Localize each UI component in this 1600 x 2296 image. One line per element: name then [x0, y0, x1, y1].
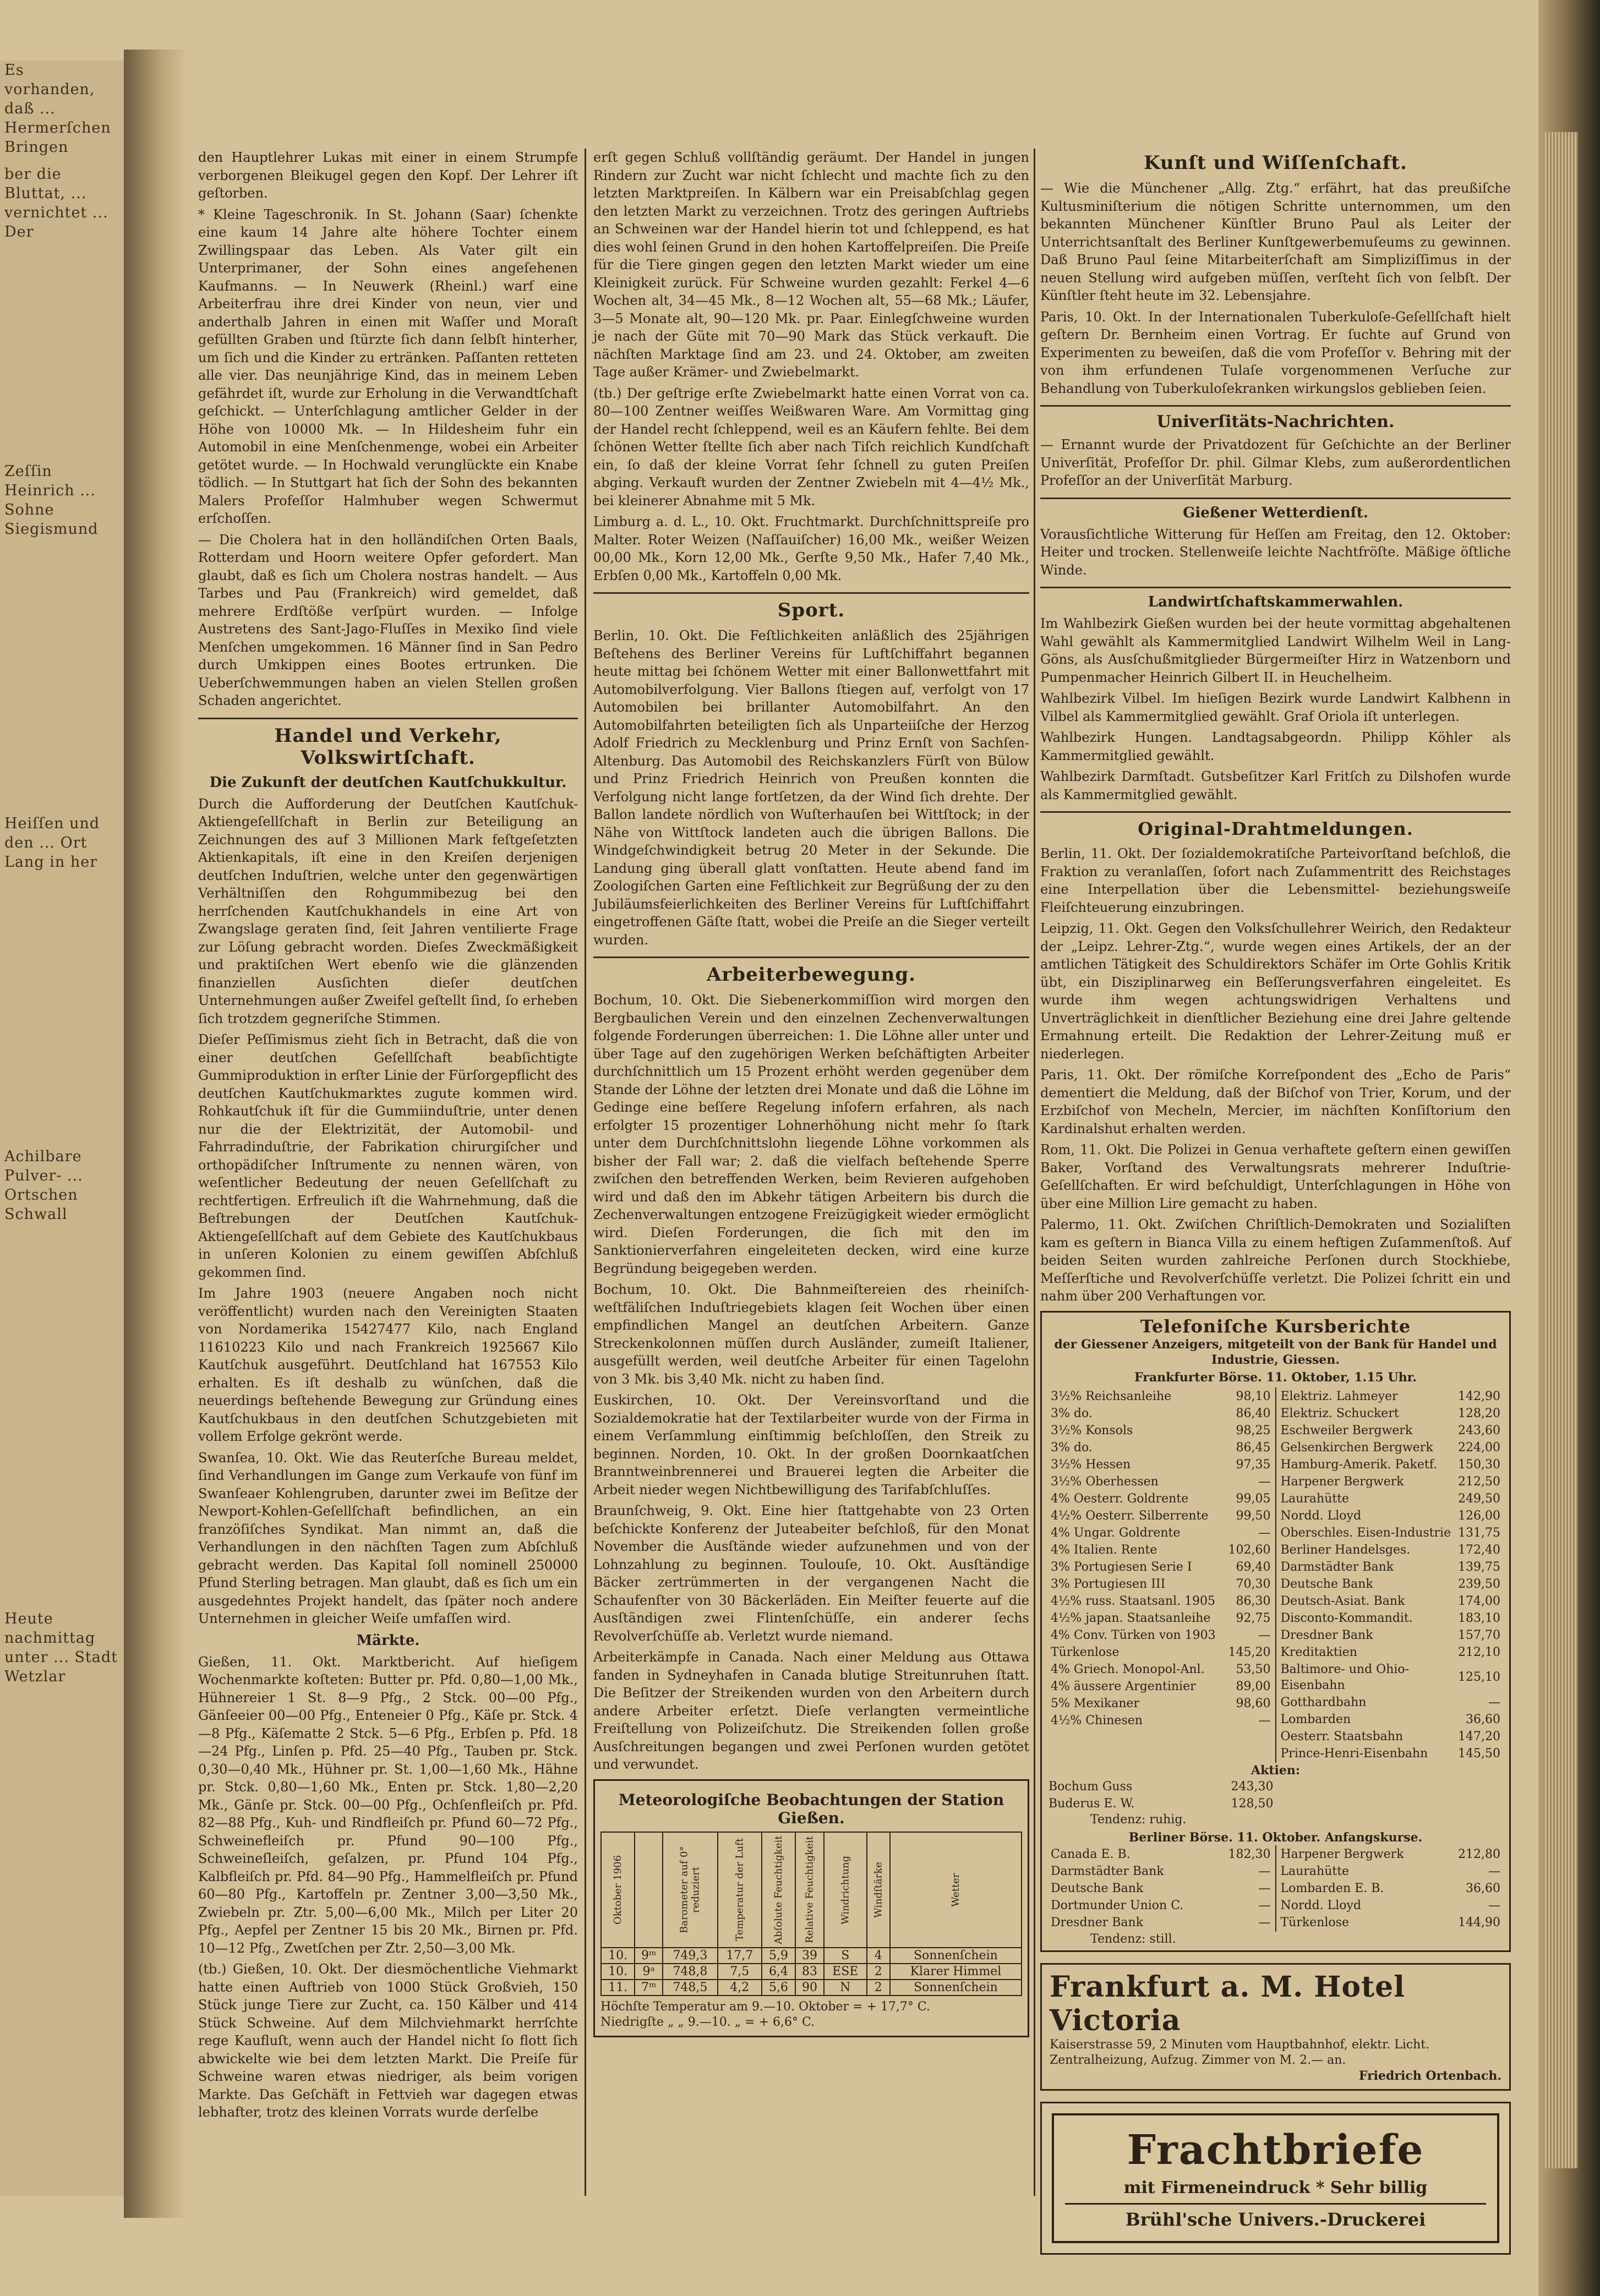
hotel-advertisement — [1040, 1963, 1511, 2091]
article-text: * Kleine Tageschronik. In St. Johann (Saar) ſchenkte eine kaum 14 Jahre alte höhere Tochter einem Zwillingspaar das Leben. Als Vater gilt ein Unterprimaner, der Sohn eines angeſehenen Kaufmanns. — In Neuwerk (Rheinl.) warf eine Arbeiterfrau ihre drei Kinder von neun, vier und anderthalb Jahren in einen mit Waſſer und Moraſt gefüllten Graben und ſtürzte ſich dann ſelbſt hinterher, um ſich und die Kinder zu ertränken. Paſſanten retteten alle vier. Das neunjährige Kind, das in meinem Leben gefährdet iſt, wurde zur Erholung in die Verwandtſchaft geſchickt. — Unterſchlagung amtlicher Gelder in der Höhe von 10000 Mk. — In Hildesheim fuhr ein Automobil in eine Menſchenmenge, wobei ein Arbeiter getötet wurde. — In Hochwald verunglückte ein Knabe tödlich. — In Stuttgart hat ſich der Sohn des bekannten Malers Profeſſor Halmhuber wegen Schwermut erſchoſſen. — [198, 206, 578, 526]
article-text: Wahlbezirk Darmſtadt. Gutsbeſitzer Karl Fritſch zu Dilshofen wurde als Kammermitglied gewählt. — [1040, 769, 1511, 802]
article-text: — Wie die Münchener „Allg. Ztg.“ erfährt, hat das preußiſche Kultusminiſterium die nötigen Schritte unternommen, um den bekannten Münchener Künſtler Bruno Paul als Leiter der Unterrichtsanſtalt des Berliner Kunſtgewerbemuſeums zu gewinnen. Daß Bruno Paul ſeine Mitarbeiterſchaft am Simpliziſſimus in der neuen Stellung wird aufgeben müſſen, verſteht ſich von ſelbſt. Der Künſtler ſteht heute im 32. Lebensjahre. — [1040, 181, 1511, 303]
security-name: Lombarden E. B. — [1280, 1881, 1384, 1895]
weather-observations — [593, 1779, 1029, 2037]
article-text: Braunſchweig, 9. Okt. Eine hier ſtattgehabte von 23 Orten beſchickte Konferenz der Juteabeiter beſchloß, für den Monat November die Ausſtände wieder aufzunehmen und von der Lohnzahlung zu beginnen. Toulouſe, 10. Okt. Ausſtändige Bäcker zertrümmerten in der vergangenen Nacht die Schaufenſter von 30 Bäckerläden. Ein Meiſter feuerte auf die Ausſtändigen zwei Flintenſchüſſe, ein anderer ſechs Revolverſchüſſe ab. Verletzt wurde niemand. — [593, 1503, 1029, 1644]
table-header: Wetter — [890, 1832, 1022, 1948]
table-row — [1049, 1897, 1273, 1914]
frankfurt-table — [1046, 1387, 1505, 1763]
security-price: 86,30 — [1236, 1594, 1271, 1608]
article-text: Gießen, 11. Okt. Marktbericht. Auf hieſigem Wochenmarkte koſteten: Butter pr. Pfd. 0,80—1,00 Mk., Hühnereier 1 St. 8—9 Pfg., 2 Stck. 00—00 Pfg., Gänſeeier 00—00 Pfg., Enteneier 0 Pfg., Käſe pr. Stck. 4—8 Pfg., Käſematte 2 Stck. 5—6 Pfg., Erbſen p. Pfd. 18—24 Pfg., Linſen p. Pfd. 25—40 Pfg., Tauben pr. Stck. 0,30—0,40 Mk., Hühner pr. St. 1,00—1,60 Mk., Hähne pr. Stck. 0,80—1,60 Mk., Enten pr. Stck. 1,80—2,20 Mk., Gänſe pr. Stck. 00—00 Pfg., Ochſenfleiſch pr. Pfd. 82—88 Pfg., Kuh- und Rindfleiſch pr. Pfund 60—72 Pfg., Schweinefleiſch pr. Pfund 90—100 Pfg., Schweineſleiſch, geſalzen, pr. Pfund 104 Pfg., Kalbfleiſch pr. Pfd. 84—90 Pfg., Hammelfleiſch pr. Pfund 60—80 Pfg., Kartoffeln pr. Zentner 3,00—3,50 Mk., Zwiebeln pr. Ztr. 5,00—6,00 Mk., Milch per Liter 20 Pfg., Aepfel per Zentner 15 bis 20 Mk., Birnen pr. Pfd. 10—12 Pfg., Zwetſchen per Ztr. 2,50—3,00 Mk. — [198, 1654, 578, 1956]
table-row — [1049, 1507, 1273, 1524]
security-price: 92,75 — [1236, 1611, 1271, 1625]
article-text: — Ernannt wurde der Privatdozent für Geſchichte an der Berliner Univerſität, Profeſſor Dr. phil. Gilmar Klebs, zum außerordentlichen Profeſſor an der Univerſität Marburg. — [1040, 437, 1511, 488]
table-row: Bochum Guss 243,30 — [1049, 1779, 1274, 1794]
table-row — [1049, 1559, 1273, 1576]
security-name: Hamburg-Amerik. Paketf. — [1280, 1457, 1438, 1472]
printing-advertisement — [1040, 2102, 1511, 2255]
table-row — [1279, 1711, 1503, 1728]
security-name: 5% Mexikaner — [1051, 1696, 1140, 1710]
security-price: 212,80 — [1458, 1847, 1500, 1861]
article-text: (tb.) Der geſtrige erſte Zwiebelmarkt hatte einen Vorrat von ca. 80—100 Zentner weiſſes Weißwaren Ware. Am Vormittag ging der Handel recht ſchleppend, weil es an Käufern fehlte. Bei dem ſchönen Wetter ſtellte ſich aber nach Tiſch reichlich Kundſchaft ein, ſo daß der kleine Vorrat ſehr ſchnell zu guten Preiſen abging. Verkauft wurden der Zentner Zwiebeln mit 4—4½ Mk., bei kleinerer Abnahme mit 5 Mk. — [593, 385, 1029, 509]
security-price: 69,40 — [1236, 1560, 1271, 1574]
article-text: Berlin, 11. Okt. Der ſozialdemokratiſche Parteivorſtand beſchloß, die Fraktion zu veranlaſſen, ſofort nach Zuſammentritt des Reichstages eine Interpellation über die Lebensmittel- beziehungsweiſe Fleiſchteuerung einzubringen. — [1040, 846, 1511, 915]
article-text: Limburg a. d. L., 10. Okt. Fruchtmarkt. Durchſchnittspreiſe pro Malter. Roter Weizen (Naſſauiſcher) 16,00 Mk., weißer Weizen 00,00 Mk., Korn 12,00 Mk., Gerſte 9,50 Mk., Hafer 7,40 Mk., Erbſen 0,00 Mk., Kartoffeln 0,00 Mk. — [593, 514, 1029, 583]
table-row — [1279, 1745, 1503, 1762]
security-name: 3½% Reichsanleihe — [1051, 1389, 1172, 1403]
security-name: 4% Ungar. Goldrente — [1051, 1526, 1181, 1540]
security-price: — — [1258, 1898, 1271, 1912]
security-name: 4% Griech. Monopol-Anl. — [1051, 1662, 1205, 1676]
table-row — [1049, 1490, 1273, 1507]
table-row — [1279, 1405, 1503, 1422]
security-price: — — [1258, 1881, 1271, 1895]
table-row — [1279, 1422, 1503, 1439]
article-title: Die Zukunft der deutſchen Kautſchukkultur. — [209, 774, 567, 791]
security-price: 98,60 — [1236, 1696, 1271, 1710]
fragment: Heute nachmittag unter ... Stadt Wetzlar — [4, 1610, 118, 1685]
column-1 — [198, 149, 578, 2196]
security-name: 4% Conv. Türken von 1903 — [1051, 1628, 1216, 1642]
security-name: Kreditaktien — [1280, 1645, 1357, 1659]
security-name: Elektriz. Schuckert — [1280, 1406, 1399, 1420]
section-heading: Sport. — [777, 599, 845, 621]
table-row — [1049, 1610, 1273, 1627]
security-price: 144,90 — [1458, 1915, 1500, 1929]
security-name: Eschweiler Bergwerk — [1280, 1423, 1413, 1437]
fragment: Heiſſen und den ... Ort Lang in her — [4, 815, 100, 871]
table-row — [1049, 1524, 1273, 1541]
section-heading: Arbeiterbewegung. — [707, 964, 916, 986]
security-name: Deutsche Bank — [1051, 1881, 1144, 1895]
security-price: 157,70 — [1458, 1628, 1500, 1642]
max-temperature: Höchſte Temperatur am 9.—10. Oktober = + 17,7° C. — [600, 1999, 930, 2014]
security-price: 224,00 — [1458, 1440, 1500, 1455]
security-name: Deutsch-Asiat. Bank — [1280, 1594, 1405, 1608]
security-name: Oberschles. Eisen-Industrie — [1280, 1526, 1451, 1540]
tendenz: Tendenz: still. — [1090, 1932, 1176, 1946]
security-price: 36,60 — [1466, 1881, 1500, 1895]
security-name: 3% Portugiesen Serie I — [1051, 1560, 1192, 1574]
security-price: 36,60 — [1466, 1712, 1500, 1726]
table-row — [1279, 1846, 1503, 1863]
table-row — [1049, 1439, 1273, 1456]
security-name: Nordd. Lloyd — [1280, 1898, 1362, 1912]
fragment: ber die Bluttat, ... vernichtet ... Der — [4, 166, 108, 240]
security-name: 4½% russ. Staatsanl. 1905 — [1051, 1594, 1216, 1608]
table-row — [1279, 1694, 1503, 1711]
fragment: Zeſſin Heinrich ... Sohne Siegismund — [4, 463, 99, 538]
security-name: Laurahütte — [1280, 1864, 1350, 1878]
table-header: Temperatur der Luft — [718, 1832, 762, 1948]
security-price: — — [1488, 1695, 1500, 1709]
security-name: Dresdner Bank — [1051, 1915, 1144, 1929]
column-3 — [1040, 149, 1511, 2230]
table-header: Oktober 1906 — [601, 1832, 635, 1948]
section-heading: Landwirtſchaftskammerwahlen. — [1148, 594, 1404, 610]
table-row — [1279, 1644, 1503, 1661]
security-name: 3% Portugiesen III — [1051, 1577, 1166, 1591]
table-row — [1049, 1388, 1273, 1405]
ad-line: mit Firmeneindruck * Sehr billig — [1123, 2178, 1428, 2197]
security-name: Deutsche Bank — [1280, 1577, 1373, 1591]
ad-line: Kaiserstrasse 59, 2 Minuten vom Hauptbahnhof, elektr. Licht. — [1050, 2037, 1430, 2052]
table-row — [1279, 1541, 1503, 1559]
security-price: 125,10 — [1458, 1670, 1500, 1684]
table-row — [1049, 1593, 1273, 1610]
security-price: 70,30 — [1236, 1577, 1271, 1591]
stock-report-title: Telefoniſche Kursberichte — [1140, 1315, 1411, 1337]
table-row — [1049, 1661, 1273, 1678]
ad-title: Frachtbriefe — [1127, 2126, 1424, 2174]
ad-title: Frankfurt a. M. Hotel Victoria — [1050, 1970, 1405, 2037]
security-name: 3½% Konsols — [1051, 1423, 1133, 1437]
table-row — [1279, 1439, 1503, 1456]
table-row — [1279, 1627, 1503, 1644]
table-row — [1279, 1880, 1503, 1897]
security-name: Türkenlose — [1280, 1915, 1349, 1929]
table-row — [1279, 1456, 1503, 1473]
security-name: 3% do. — [1051, 1440, 1093, 1455]
security-name: Elektriz. Lahmeyer — [1280, 1389, 1398, 1403]
security-name: Darmstädter Bank — [1280, 1560, 1394, 1574]
article-text: Dieſer Peſſimismus zieht ſich in Betracht, daß die von einer deutſchen Geſellſchaft beabſichtigte Gummiproduktion in erſter Linie der Fürſorgepflicht des deutſchen Kautſchukmarktes zugute kommen wird. Rohkautſchuk iſt für die Gummiinduſtrie, unter denen nur die der Elektrizität, der Automobil- und Fahrradinduſtrie, der Fabrikation chirurgiſcher und orthopädiſcher Inſtrumente zu nennen wären, von weſentlicher Bedeutung der neuen Geſellſchaft zu rechtfertigen. Erfreulich iſt die Wahrnehmung, daß die Beſtrebungen der Deutſchen Kautſchuk-Aktiengeſellſchaft auf dem Gebiete des Kautſchukbaus in unſeren Kolonien zu einem gewiſſen Abſchluß gekommen ſind. — [198, 1032, 578, 1280]
article-text: Durch die Aufforderung der Deutſchen Kautſchuk-Aktiengeſellſchaft in Berlin zur Beteiligung an Zeichnungen des auf 3 Millionen Mark feſtgeſetzten Aktienkapitals, iſt eine in den Kreiſen derjenigen deutſchen Induſtrien, welche unter den gegenwärtigen Verhältniſſen den Rohgummibezug bei den herrſchenden Kautſchukhandels in eine Art von Zwangslage geraten ſind, ſeit Jahren ventilierte Frage zur Löſung gebracht worden. Dieſes Zweckmäßigkeit und praktiſchen Wert ebenſo wie die glänzenden finanziellen Ausſichten dieſer deutſchen Unternehmungen außer Zweifel geſtellt ſind, ſo erheben ſich trotzdem gegneriſche Stimmen. — [198, 796, 578, 1026]
security-name: Harpener Bergwerk — [1280, 1474, 1404, 1489]
security-name: 3½% Hessen — [1051, 1457, 1131, 1472]
table-row — [1279, 1863, 1503, 1880]
table-row — [1049, 1473, 1273, 1490]
section-heading: Märkte. — [356, 1632, 420, 1649]
security-name: 4½% Chinesen — [1051, 1713, 1143, 1728]
security-name: Canada E. B. — [1051, 1847, 1131, 1861]
security-price: 239,50 — [1458, 1577, 1500, 1591]
security-price: — — [1258, 1628, 1271, 1642]
security-price: 97,35 — [1236, 1457, 1271, 1472]
article-text: Berlin, 10. Okt. Die Feſtlichkeiten anläßlich des 25jährigen Beſtehens des Berliner Vereins für Luftſchiffahrt begannen heute mittag bei ſchönem Wetter mit einer Ballonwettfahrt mit Automobilverfolgung. Vier Ballons ſtiegen auf, verfolgt von 17 Automobilen bei brillanter Automobilfahrt. An den Automobilfahrten beteiligten ſich als Unparteiiſche der Herzog Adolf Friedrich zu Mecklenburg und Prinz Ernſt von Sachſen-Altenburg. Das Automobil des Reichskanzlers Fürſt von Bülow und Prinz Friedrich Heinrich von Preußen konnten die Verfolgung nicht lange fortſetzen, da der Wind ſich drehte. Der Ballon landete nördlich von Wuſterhauſen bei Wittſtock; in der Nähe von Wittſtock landeten auch die übrigen Ballons. Die Windgeſchwindigkeit betrug 20 Meter in der Sekunde. Die Landung ging überall glatt vonſtatten. Heute abend fand im Zoologiſchen Garten eine Feſtlichkeit zur Begrüßung der zu den Jubiläumsfeierlichkeiten des Berliner Vereins für Luftſchiffahrt eingetroffenen Gäſte ſtatt, wobei die Preiſe an die Sieger verteilt wurden. — [593, 628, 1029, 948]
security-price: 139,75 — [1458, 1560, 1500, 1574]
table-row — [1279, 1473, 1503, 1490]
security-price: 126,00 — [1458, 1508, 1500, 1523]
table-row: Buderus E. W. 128,50 — [1049, 1796, 1274, 1811]
security-price: 172,40 — [1458, 1543, 1500, 1557]
table-row — [1049, 1712, 1273, 1729]
security-price: 174,00 — [1458, 1594, 1500, 1608]
article-text: Euskirchen, 10. Okt. Der Vereinsvorſtand und die Sozialdemokratie hat der Textilarbeiter wurde von der Firma in einem Verſammlung einſtimmig beſchloſſen, den Streik zu beginnen. Norden, 10. Okt. In der großen Doornkaatſchen Branntweinbrennerei und Brauerei legten die Arbeiter die Arbeit nieder wegen Nichtbewilligung des Tarifabſchluſſes. — [593, 1392, 1029, 1497]
article-text: Swanſea, 10. Okt. Wie das Reuterſche Bureau meldet, ſind Verhandlungen im Gange zum Verkaufe von fünf im Swanſeaer Kohlengruben, darunter zwei im Beſitze der Newport-Kohlen-Geſellſchaft befindlichen, an ein franzöſiſches Syndikat. Man nimmt an, daß die Verhandlungen in den nächſten Tagen zum Abſchluß gebracht werden. Das Kapital ſoll nominell 250000 Pfund Sterling betragen. Man glaubt, daß es ſich um ein ausgedehntes Projekt handelt, das ſpäter noch andere Unternehmen in gleicher Weiſe umfaſſen wird. — [198, 1450, 578, 1626]
table-row — [1049, 1678, 1273, 1695]
section-heading: Original-Drahtmeldungen. — [1138, 818, 1413, 839]
security-price: 98,10 — [1236, 1389, 1271, 1403]
security-name: 3½% Oberhessen — [1051, 1474, 1159, 1489]
frankfurt-heading: Frankfurter Börse. 11. Oktober, 1.15 Uhr. — [1134, 1370, 1417, 1385]
security-name: Baltimore- und Ohio-Eisenbahn — [1280, 1662, 1410, 1692]
table-row: 10. 9ᵃ 748,8 7,5 6,4 83 ESE 2 Klarer Himmel — [601, 1964, 1022, 1980]
table-header: Windſtärke — [867, 1832, 890, 1948]
weather-table — [600, 1832, 1022, 1996]
table-row — [1049, 1644, 1273, 1661]
table-row — [1049, 1405, 1273, 1422]
column-rule — [585, 149, 586, 2196]
table-row — [1049, 1846, 1273, 1863]
ad-line: Zentralheizung, Aufzug. Zimmer von M. 2.— an. — [1050, 2053, 1346, 2067]
article-text: Arbeiterkämpfe in Canada. Nach einer Meldung aus Ottawa fanden in Sydneyhafen in Canada blutige Streitunruhen ſtatt. Die Beſitzer der Streikenden wurden von den Arbeitern durch andere Arbeiter erſetzt. Dieſe verlangten vermeintliche Freiſtellung von Polizeiſchutz. Die Streikenden ſollen große Ausſchreitungen begangen und zwei Perſonen wurden getötet und verwundet. — [593, 1649, 1029, 1772]
article-text: Im Jahre 1903 (neuere Angaben noch nicht veröffentlicht) wurden nach den Vereinigten Staaten von Nordamerika 15427477 Kilo, nach England 11610223 Kilo und nach Frankreich 1925667 Kilo Kautſchuk ausgeführt. Deutſchland hat 167553 Kilo erhalten. Es iſt deshalb zu wünſchen, daß die neuerdings beſtehende Bewegung zur Gründung eines Kautſchukbaus in den deutſchen Schutzgebieten mit vollem Erfolge gekrönt werde. — [198, 1286, 578, 1444]
security-price: — — [1258, 1713, 1271, 1728]
security-name: Laurahütte — [1280, 1491, 1350, 1506]
table-row — [1279, 1661, 1503, 1694]
security-name: Berliner Handelsges. — [1280, 1543, 1411, 1557]
table-row: 10. 9ᵐ 749,3 17,7 5,9 39 S 4 Sonnenſchein — [601, 1948, 1022, 1964]
book-gutter — [124, 50, 184, 2218]
security-name: Gotthardbahn — [1280, 1695, 1367, 1709]
table-header: Abſolute Feuchtigkeit — [762, 1832, 795, 1948]
table-row — [1049, 1627, 1273, 1644]
article-text: erſt gegen Schluß vollſtändig geräumt. Der Handel in jungen Rindern zur Zucht war nicht ſchlecht und machte ſich zu den letzten Marktpreiſen. In Kälbern war ein Preisabſchlag gegen den letzten Markt zu verzeichnen. Trotz des geringen Auftriebs an Schweinen war der Handel hierin tot und ſchleppend, es hat dies wohl ſeinen Grund in den hohen Kartoffelpreiſen. Die Preiſe für die Tiere gingen gegen den letzten Markt wieder um eine Kleinigkeit zurück. Für Schweine wurden gezahlt: Ferkel 4—6 Wochen alt, 34—45 Mk., 8—12 Wochen alt, 55—68 Mk.; Läufer, 3—5 Monate alt, 90—120 Mk. pr. Paar. Einlegſchweine wurden je nach der Güte mit 70—90 Mark das Stück verkauft. Die nächſten Marktage ſind am 23. und 24. Oktober, am zweiten Tage außer Krämer- und Zwiebelmarkt. — [593, 150, 1029, 380]
security-price: 99,05 — [1236, 1491, 1271, 1506]
article-text: (tb.) Gießen, 10. Okt. Der diesmöchentliche Viehmarkt hatte einen Auftrieb von 1000 Stück Großvieh, 150 Stück junge Tiere zur Zucht, ca. 150 Kälber und 414 Stück Schweine. Auf dem Milchviehmarkt herrſchte rege Kaufluſt, wenn auch der Handel nicht ſo flott ſich abwickelte wie bei dem letzten Markt. Die Preiſe für Schweine waren etwas niedriger, als beim vorigen Markte. Das Geſchäft in Fettvieh war dagegen etwas lebhafter, trotz des kleinen Vorrats wurde derſelbe — [198, 1961, 578, 2120]
ad-printer: Brühl'sche Univers.-Druckerei — [1065, 2203, 1486, 2230]
security-name: 4% äussere Argentinier — [1051, 1679, 1196, 1693]
security-name: Prince-Henri-Eisenbahn — [1280, 1746, 1428, 1761]
fragment: Es vorhanden, daß ... Hermerſchen Bringen — [4, 62, 111, 156]
ad-owner: Friedrich Ortenbach. — [1358, 2068, 1501, 2083]
security-price: 99,50 — [1236, 1508, 1271, 1523]
security-price: 145,50 — [1458, 1746, 1500, 1761]
security-price: 53,50 — [1236, 1662, 1271, 1676]
fragment: Achilbare Pulver- ... Ortschen Schwall — [4, 1148, 83, 1223]
security-name: Dresdner Bank — [1280, 1628, 1373, 1642]
security-price: 147,20 — [1458, 1729, 1500, 1743]
security-name: Darmstädter Bank — [1051, 1864, 1164, 1878]
security-price: 86,45 — [1236, 1440, 1271, 1455]
security-price: 182,30 — [1228, 1847, 1271, 1861]
section-heading: Handel und Verkehr, Volkswirtſchaft. — [274, 724, 502, 769]
security-price: 243,60 — [1458, 1423, 1500, 1437]
table-row — [1049, 1541, 1273, 1559]
previous-page-edge — [0, 61, 125, 2196]
security-name: Nordd. Lloyd — [1280, 1508, 1362, 1523]
section-heading: Univerſitäts-Nachrichten. — [1156, 412, 1395, 431]
security-price: 98,25 — [1236, 1423, 1271, 1437]
security-price: 183,10 — [1458, 1611, 1500, 1625]
security-name: 4½% japan. Staatsanleihe — [1051, 1611, 1211, 1625]
table-row — [1279, 1728, 1503, 1745]
security-name: Oesterr. Staatsbahn — [1280, 1729, 1404, 1743]
table-row — [1049, 1576, 1273, 1593]
table-row — [1049, 1880, 1273, 1897]
stock-report-subtitle: der Giessener Anzeigers, mitgeteilt von der Bank für Handel und Industrie, Giessen. — [1054, 1337, 1497, 1367]
column-2 — [593, 149, 1029, 2196]
security-name: Harpener Bergwerk — [1280, 1847, 1404, 1861]
table-row — [1279, 1914, 1503, 1931]
berlin-table — [1046, 1845, 1505, 1932]
security-price: 150,30 — [1458, 1457, 1500, 1472]
security-price: 212,50 — [1458, 1474, 1500, 1489]
security-name: Dortmunder Union C. — [1051, 1898, 1184, 1912]
article-text: den Hauptlehrer Lukas mit einer in einem Strumpfe verborgenen Bleikugel gegen den Kopf. Der Lehrer iſt geſtorben. — [198, 150, 578, 201]
table-row — [1049, 1456, 1273, 1473]
security-price: 142,90 — [1458, 1389, 1500, 1403]
table-row — [1279, 1559, 1503, 1576]
security-price: 249,50 — [1458, 1491, 1500, 1506]
security-price: 102,60 — [1228, 1543, 1271, 1557]
security-price: 145,20 — [1228, 1645, 1271, 1659]
article-text: Vorausſichtliche Witterung für Heſſen am Freitag, den 12. Oktober: Heiter und trocken. Stellenweiſe leichte Nachtfröſte. Mäßige öſtliche Winde. — [1040, 526, 1511, 578]
table-row — [1279, 1388, 1503, 1405]
article-text: Im Wahlbezirk Gießen wurden bei der heute vormittag abgehaltenen Wahl gewählt als Kammermitglied Landwirt Wilhelm Weil in Lang-Göns, als Ausſchußmitglieder Bürgermeiſter Hirz in Watzenborn und Pumpenmacher Heinrich Gilbert II. in Heuchelheim. — [1040, 616, 1511, 685]
stock-report — [1040, 1311, 1511, 1952]
security-price: — — [1488, 1864, 1500, 1878]
table-row — [1049, 1422, 1273, 1439]
security-name: Türkenlose — [1051, 1645, 1120, 1659]
article-text: Palermo, 11. Okt. Zwiſchen Chriſtlich-Demokraten und Sozialiſten kam es geſtern in Bianca Villa zu einem heftigen Zuſammenſtoß. Auf beiden Seiten wurden zahlreiche Perſonen durch Stockhiebe, Meſſerſtiche und Revolverſchüſſe verletzt. Die Polizei ſchritt ein und nahm über 200 Verhaftungen vor. — [1040, 1217, 1511, 1304]
security-price: — — [1258, 1864, 1271, 1878]
table-title: Meteorologiſche Beobachtungen der Station Gießen. — [618, 1790, 1004, 1827]
table-row — [1279, 1507, 1503, 1524]
table-row — [1279, 1576, 1503, 1593]
security-price: 212,10 — [1458, 1645, 1500, 1659]
article-text: Bochum, 10. Okt. Die Bahnmeiſtereien des rheiniſch-weſtfäliſchen Induſtriegebiets klagen ſeit Wochen über einen empfindlichen Mangel an deutſchen Arbeitern. Ganze Streckenkolonnen müſſen durch Ausländer, zumeiſt Italiener, ausgefüllt werden, weil deutſche Arbeiter für einen Tagelohn von 3 Mk. bis 3,40 Mk. nicht zu haben ſind. — [593, 1282, 1029, 1387]
security-price: — — [1488, 1898, 1500, 1912]
article-text: Wahlbezirk Vilbel. Im hieſigen Bezirk wurde Landwirt Kalbhenn in Vilbel als Kammermitglied gewählt. Graf Oriola iſt unterlegen. — [1040, 691, 1511, 724]
security-name: 4% Italien. Rente — [1051, 1543, 1157, 1557]
security-price: 86,40 — [1236, 1406, 1271, 1420]
table-row — [1049, 1695, 1273, 1712]
aktien-label: Aktien: — [1251, 1763, 1300, 1778]
section-heading: Kunſt und Wiſſenſchaft. — [1144, 152, 1407, 174]
book-spine — [1538, 0, 1600, 2296]
security-name: 4½% Oesterr. Silberrente — [1051, 1508, 1209, 1523]
table-row — [1049, 1863, 1273, 1880]
table-row: 11. 7ᵐ 748,5 4,2 5,6 90 N 2 Sonnenſchein — [601, 1980, 1022, 1996]
article-text: Paris, 11. Okt. Der römiſche Korreſpondent des „Echo de Paris“ dementiert die Meldung, daß der Biſchof von Trier, Korum, und der Erzbiſchof von Mecheln, Mercier, im nächſten Konſiſtorium den Kardinalshut erhalten werden. — [1040, 1067, 1511, 1136]
security-name: Disconto-Kommandit. — [1280, 1611, 1413, 1625]
security-price: — — [1258, 1526, 1271, 1540]
article-text: Paris, 10. Okt. In der Internationalen Tuberkuloſe-Geſellſchaft hielt geſtern Dr. Bernheim einen Vortrag. Er ſuchte auf Grund von Experimenten zu beweiſen, daß die vom Profeſſor v. Behring mit der von ihm erfundenen Tulaſe vorgenommenen Verſuche zur Behandlung von Tuberkuloſekranken wirkungslos geblieben ſeien. — [1040, 309, 1511, 396]
article-text: Wahlbezirk Hungen. Landtagsabgeordn. Philipp Köhler als Kammermitglied gewählt. — [1040, 730, 1511, 763]
aktien-table — [1046, 1778, 1276, 1812]
security-name: Gelsenkirchen Bergwerk — [1280, 1440, 1433, 1455]
table-header: Windrichtung — [824, 1832, 867, 1948]
table-row — [1049, 1914, 1273, 1931]
min-temperature: Niedrigſte „ „ 9.—10. „ = + 6,6° C. — [600, 2015, 815, 2029]
column-rule — [1034, 149, 1035, 2196]
table-header: Relative Feuchtigkeit — [795, 1832, 824, 1948]
table-row — [1279, 1524, 1503, 1541]
security-name: 4% Oesterr. Goldrente — [1051, 1491, 1189, 1506]
table-row — [1279, 1490, 1503, 1507]
article-text: Leipzig, 11. Okt. Gegen den Volksſchullehrer Weirich, den Redakteur der „Leipz. Lehrer-Ztg.“, wurde wegen eines Artikels, der an der amtlichen Tätigkeit des Schuldirektors Schäfer im Orte Gohlis Kritik übt, ein Disziplinarweg ein Beſſerungsverfahren eingeleitet. Es wurde ihm wegen achtungswidrigen Verhaltens und Unverträglichkeit in dienſtlicher Beziehung eine drei Jahre geltende Ermahnung erteilt. Die Redaktion der Lehrer-Zeitung muß er niederlegen. — [1040, 921, 1511, 1062]
table-row — [1279, 1610, 1503, 1627]
security-price: 131,75 — [1458, 1526, 1500, 1540]
security-name: 3% do. — [1051, 1406, 1093, 1420]
table-row — [1279, 1897, 1503, 1914]
section-heading: Gießener Wetterdienſt. — [1183, 504, 1368, 521]
security-price: 89,00 — [1236, 1679, 1271, 1693]
article-text: Bochum, 10. Okt. Die Siebenerkommiſſion wird morgen den Bergbaulichen Verein und den einzelnen Zechenverwaltungen folgende Forderungen überreichen: 1. Die Löhne aller unter und über Tage auf den zugehörigen Werken beſchäftigten Arbeiter durchſchnittlich um 15 Prozent erhöht werden gegenüber dem Stande der Löhne der letzten drei Monate und daß die Löhne im Gedinge eine beſſere Regelung inſofern erfahren, als nach erfolgter 15 prozentiger Lohnerhöhung nicht mehr ſo ſtark unter dem Durchſchnittslohn liegende Löhne vorkommen als bisher der Fall war; 2. daß die vielfach beſtehende Sperre zwiſchen den betreffenden Werken, beim Revieren aufgehoben wird und daß den im Abkehr tätigen Arbeitern bis durch die Zechenverwaltungen entzogene Freizügigkeit wieder ermöglicht wird. Dieſen Forderungen, die ſich mit den im Sanktionierverfahren eingeleiteten decken, wird eine kurze Begründung beigegeben werden. — [593, 992, 1029, 1276]
article-text: Rom, 11. Okt. Die Polizei in Genua verhaftete geſtern einen gewiſſen Baker, Vorſtand des Verwaltungsrats mehrerer Induſtrie-Geſellſchaften. Er wird beſchuldigt, Unterſchlagungen in Höhe von über eine Million Lire gemacht zu haben. — [1040, 1142, 1511, 1211]
tendenz: Tendenz: ruhig. — [1090, 1812, 1187, 1827]
article-text: — Die Cholera hat in den holländiſchen Orten Baals, Rotterdam und Hoorn weitere Opfer gefordert. Man glaubt, daß es ſich um Cholera nostras handelt. — Aus Tarbes und Pau (Frankreich) wird gemeldet, daß mehrere Erdſtöße verſpürt wurden. — Infolge Austretens des Sant-Jago-Fluſſes in Mexiko ſind viele Menſchen umgekommen. 16 Männer ſind in San Pedro durch Umkippen eines Bootes ertrunken. Die Ueberſchwemmungen haben an vielen Stellen großen Schaden angerichtet. — [198, 532, 578, 708]
security-price: — — [1258, 1915, 1271, 1929]
security-price: — — [1258, 1474, 1271, 1489]
table-header: Barometer auf 0° reduziert — [663, 1832, 717, 1948]
table-row — [1279, 1593, 1503, 1610]
security-price: 128,20 — [1458, 1406, 1500, 1420]
berlin-heading: Berliner Börse. 11. Oktober. Anfangskurse. — [1128, 1830, 1423, 1845]
security-name: Lombarden — [1280, 1712, 1351, 1726]
